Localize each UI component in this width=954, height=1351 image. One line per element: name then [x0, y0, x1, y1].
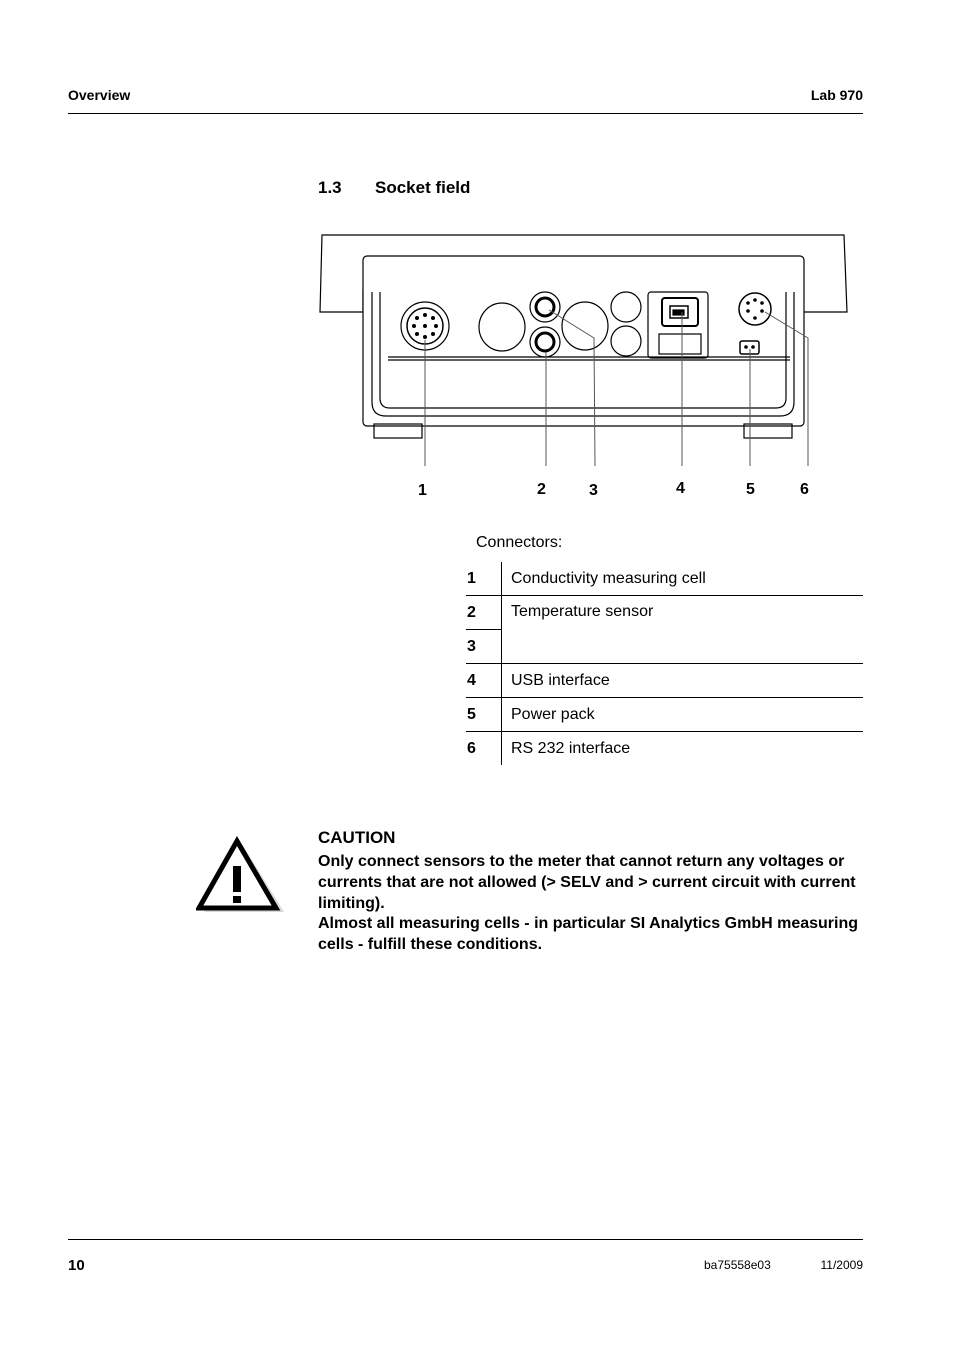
footer-rule	[68, 1239, 863, 1240]
connectors-table	[466, 562, 863, 765]
connector-number: 3	[466, 630, 502, 664]
blank-plug-icon	[479, 303, 525, 351]
connector-number: 5	[466, 698, 502, 732]
table-row	[466, 596, 863, 630]
callout-3: 3	[589, 482, 598, 499]
connector-number: 2	[466, 596, 502, 630]
connectors-caption: Connectors:	[476, 534, 563, 551]
section-title: Socket field	[375, 178, 471, 197]
connector-number: 4	[466, 664, 502, 698]
connector-description: Temperature sensor	[502, 596, 864, 664]
table-row	[466, 698, 863, 732]
callout-2: 2	[537, 481, 546, 498]
table-row	[466, 732, 863, 766]
blank-plug-icon	[611, 326, 641, 356]
table-row	[466, 664, 863, 698]
header-left: Overview	[68, 87, 131, 103]
caution-title: CAUTION	[318, 828, 396, 847]
rs232-socket-icon	[739, 293, 771, 325]
document-id: ba75558e03	[704, 1258, 771, 1272]
blank-plug-icon	[611, 292, 641, 322]
callout-6: 6	[800, 481, 809, 498]
page-number: 10	[68, 1257, 85, 1274]
caution-text-1: Only connect sensors to the meter that cannot return any voltages or currents that are not allowed (> SELV and > current circuit with current limiting).	[318, 853, 856, 912]
table-row	[466, 562, 863, 596]
callout-5: 5	[746, 481, 755, 498]
connector-description: Power pack	[502, 698, 864, 732]
connector-number: 6	[467, 739, 476, 757]
connector-number: 1	[466, 562, 502, 596]
connector-description: USB interface	[502, 664, 864, 698]
callout-1: 1	[418, 482, 427, 499]
warning-triangle-icon	[196, 832, 286, 914]
connector-description: Conductivity measuring cell	[502, 562, 864, 596]
blank-plug-icon	[562, 302, 608, 350]
connector-description: RS 232 interface	[502, 732, 864, 766]
socket-field-illustration	[0, 0, 954, 520]
caution-text-2: Almost all measuring cells - in particular SI Analytics GmbH measuring cells - fulfill these conditions.	[318, 915, 859, 953]
callout-4: 4	[676, 480, 685, 497]
section-number: 1.3	[318, 178, 342, 197]
header-right: Lab 970	[810, 87, 863, 103]
document-date: 11/2009	[820, 1258, 863, 1272]
